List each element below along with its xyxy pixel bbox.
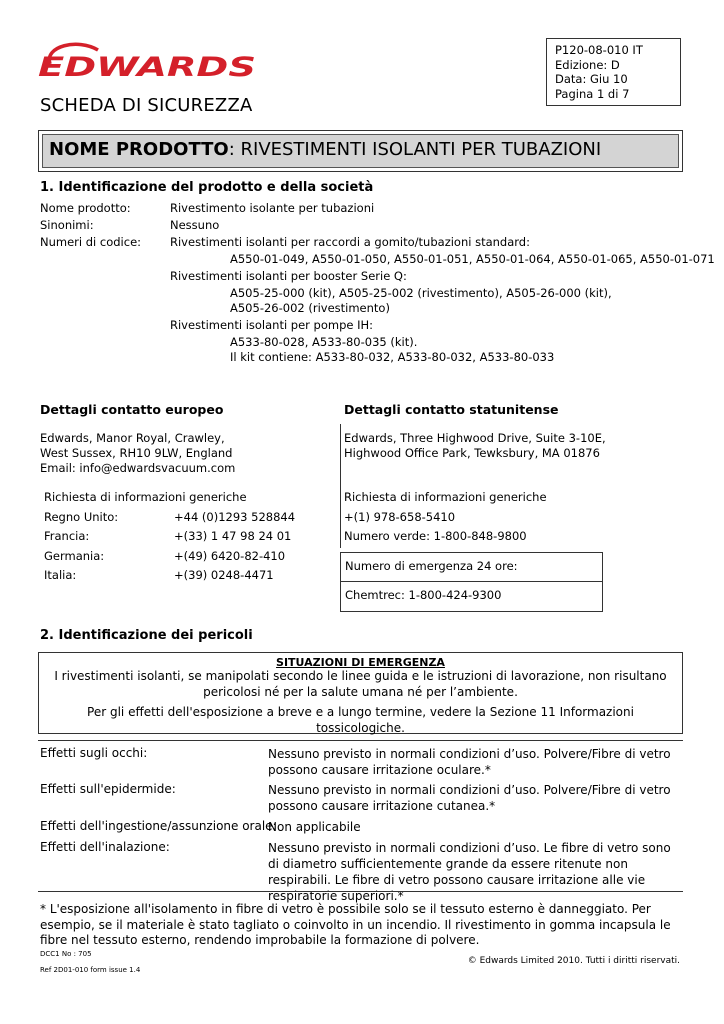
doc-page: Pagina 1 di 7 (555, 86, 630, 101)
effect-value-skin: Nessuno previsto in normali condizioni d’uso. Polvere/Fibre di vetro possono causare irritazione cutanea.* (268, 783, 671, 813)
label-product-name: Nome prodotto: (40, 201, 131, 215)
us-phone-number: +(1) 978-658-5410 (344, 510, 456, 524)
code-group-title: Rivestimenti isolanti per booster Serie Q: (170, 269, 407, 283)
label-synonyms: Sinonimi: (40, 218, 94, 232)
emergency-situations-reference: Per gli effetti dell'esposizione a breve e a lungo termine, vedere la Sezione 11 Informazioni tossicologiche. (87, 705, 634, 735)
product-name-banner (38, 130, 683, 172)
label-codes: Numeri di codice: (40, 235, 142, 249)
eu-address-line: Edwards, Manor Royal, Crawley, (40, 431, 225, 445)
product-name: : RIVESTIMENTI ISOLANTI PER TUBAZIONI (228, 139, 602, 160)
emergency-situations-box (38, 652, 683, 734)
edwards-logo (38, 40, 260, 86)
logo-text: EDWARDS (38, 52, 256, 83)
eu-phone-country: Italia: (44, 568, 77, 582)
effects-top-rule (38, 740, 683, 741)
code-line: A505-25-000 (kit), A505-25-002 (rivestimento), A505-26-000 (kit), (230, 286, 612, 300)
edwards-logo-mark (38, 40, 260, 86)
doc-edition: Edizione: D (555, 57, 620, 72)
contacts-divider (340, 424, 341, 548)
emergency-title: Numero di emergenza 24 ore: (345, 559, 518, 573)
dcc-number: DCC1 No : 705 (40, 950, 92, 958)
eu-email: Email: info@edwardsvacuum.com (40, 461, 236, 475)
product-label: NOME PRODOTTO (49, 139, 229, 160)
us-address-line: Highwood Office Park, Tewksbury, MA 01876 (344, 446, 600, 460)
value-codes-standard: Rivestimenti isolanti per raccordi a gomito/tubazioni standard: (170, 235, 530, 249)
document-meta-box (546, 38, 681, 106)
eu-phone-country: Francia: (44, 529, 90, 543)
eu-contact-title: Dettagli contatto europeo (40, 402, 224, 417)
emergency-contact-box (340, 552, 603, 612)
eu-phone-number: +(33) 1 47 98 24 01 (174, 529, 292, 543)
eu-phone-number: +(39) 0248-4471 (174, 568, 274, 582)
emergency-situations-text: I rivestimenti isolanti, se manipolati secondo le linee guida e le istruzioni di lavorazione, non risultano pericolosi né per la salute umana né per l’ambiente. (54, 669, 667, 699)
copyright: © Edwards Limited 2010. Tutti i diritti riservati. (467, 956, 680, 966)
effect-label-eyes: Effetti sugli occhi: (40, 746, 148, 760)
value-product-name: Rivestimento isolante per tubazioni (170, 201, 375, 215)
eu-phone-country: Regno Unito: (44, 510, 119, 524)
fiber-exposure-footnote: * L'esposizione all'isolamento in fibre di vetro è possibile solo se il tessuto esterno è danneggiato. Per esempio, se il materiale è stato tagliato o coinvolto in un incendio. Il rivestimento in gomma incapsula le fibre nel tessuto esterno, rendendo improbabile la formazione di polvere. (40, 902, 671, 947)
emergency-situations-title: SITUAZIONI DI EMERGENZA (276, 656, 445, 669)
eu-phone-number: +(49) 6420-82-410 (174, 549, 286, 563)
effect-value-inhalation: Nessuno previsto in normali condizioni d’uso. Le fibre di vetro sono di diametro sufficientemente grande da essere ritenute non respirabili. Le fibre di vetro possono causare irritazione alle vie respiratorie superiori.* (268, 841, 671, 903)
effect-label-skin: Effetti sull'epidermide: (40, 782, 176, 796)
effect-label-ingestion: Effetti dell'ingestione/assunzione orale: (40, 819, 277, 833)
doc-code: P120-08-010 IT (555, 43, 643, 57)
section1-title: 1. Identificazione del prodotto e della società (40, 180, 374, 195)
document-title: SCHEDA DI SICUREZZA (40, 95, 253, 116)
value-synonyms: Nessuno (170, 218, 220, 232)
code-line: A505-26-002 (rivestimento) (230, 301, 390, 315)
effect-value-ingestion: Non applicabile (268, 820, 361, 834)
us-info-title: Richiesta di informazioni generiche (344, 490, 547, 504)
doc-date: Data: Giu 10 (555, 72, 628, 86)
emergency-number: Chemtrec: 1-800-424-9300 (345, 588, 502, 602)
effect-label-inhalation: Effetti dell'inalazione: (40, 840, 170, 854)
effect-value-eyes: Nessuno previsto in normali condizioni d’uso. Polvere/Fibre di vetro possono causare irritazione oculare.* (268, 747, 671, 777)
code-line: Il kit contiene: A533-80-032, A533-80-032, A533-80-033 (230, 350, 555, 364)
effects-bottom-rule (38, 891, 683, 892)
eu-address-line: West Sussex, RH10 9LW, England (40, 446, 233, 460)
eu-phone-country: Germania: (44, 549, 105, 563)
eu-info-title: Richiesta di informazioni generiche (44, 490, 247, 504)
code-group-title: Rivestimenti isolanti per pompe IH: (170, 318, 374, 332)
us-address-line: Edwards, Three Highwood Drive, Suite 3-10E, (344, 431, 606, 445)
us-tollfree-number: Numero verde: 1-800-848-9800 (344, 529, 527, 543)
eu-phone-number: +44 (0)1293 528844 (174, 510, 296, 524)
us-contact-title: Dettagli contatto statunitense (344, 402, 559, 417)
code-line: A550-01-049, A550-01-050, A550-01-051, A550-01-064, A550-01-065, A550-01-071 (230, 252, 715, 266)
code-line: A533-80-028, A533-80-035 (kit). (230, 335, 418, 349)
section2-title: 2. Identificazione dei pericoli (40, 628, 253, 643)
form-reference: Ref 2D01-010 form issue 1.4 (40, 966, 141, 974)
